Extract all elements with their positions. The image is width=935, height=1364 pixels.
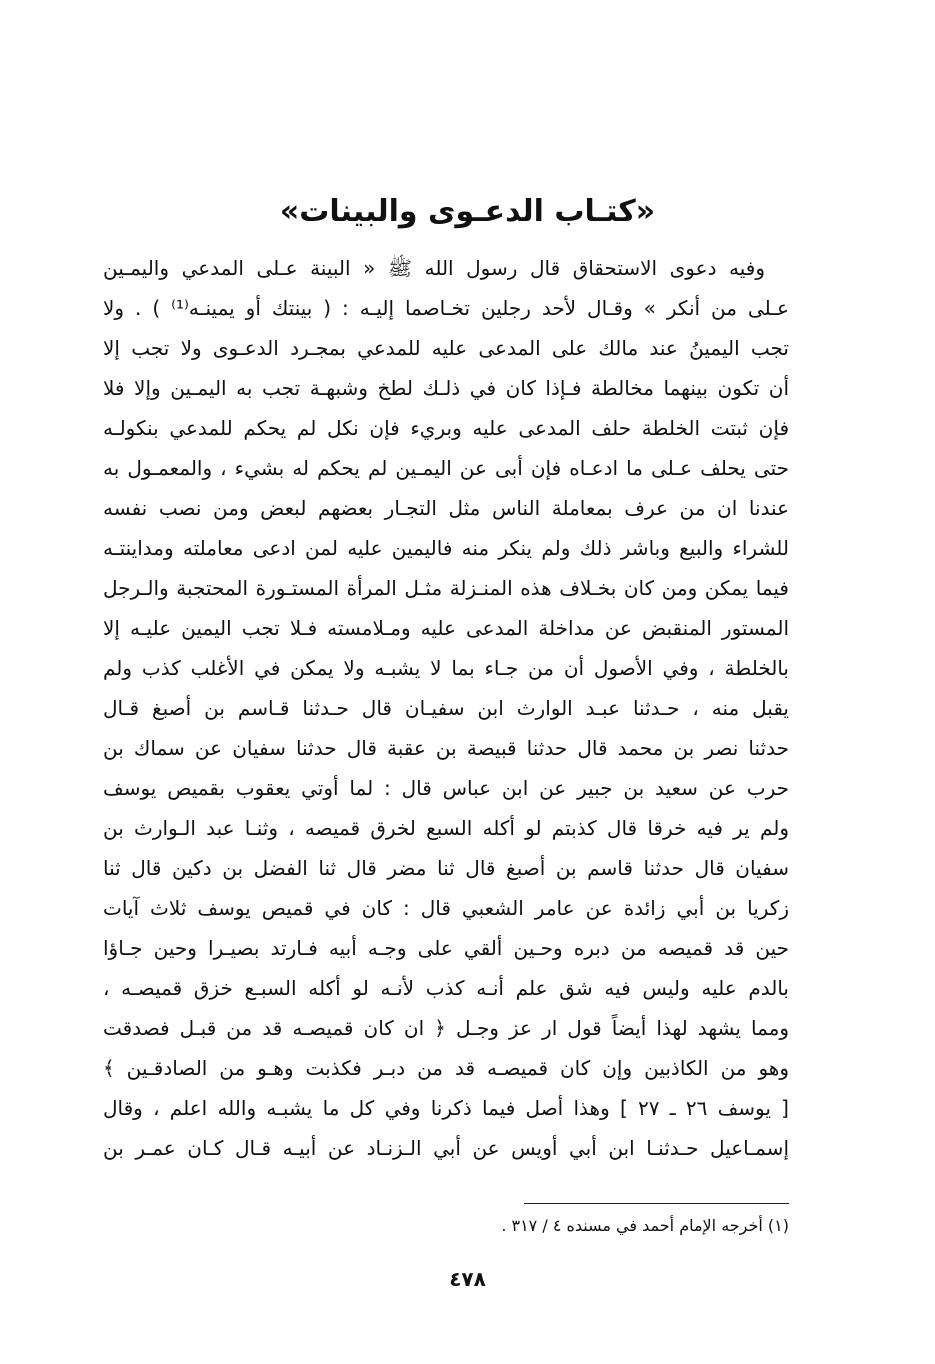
text-line: فيما يمكن ومن كان بخـلاف هذه المنـزلة مثـل المرأة المستـورة المحتجبة والـرجل — [103, 576, 789, 600]
body-text — [103, 248, 789, 1168]
text-line: ولم ير فيه خرقا قال كذبتم لو أكله السبع لخرق قميصه ، وثنـا عبد الـوارث بن — [103, 816, 789, 840]
text-line: إسمـاعيل حـدثنـا ابن أبي أويس عن أبي الـزنـاد عن أبيـه قـال كـان عمـر بن — [103, 1136, 789, 1160]
text-line: بالخلطة ، وفي الأصول أن من جـاء بما لا يشبـه ولا يمكن في الأغلب كذب ولم — [103, 656, 789, 680]
text-line: يقبل منه ، حـدثنا عبـد الوارث ابن سفيـان قال حـدثنا قـاسم بن أصبغ قـال — [103, 696, 789, 720]
footnote-divider — [524, 1203, 789, 1204]
text-line: وفيه دعوى الاستحقاق قال رسول الله ﷺ « البينة عـلى المدعي واليمـين — [103, 256, 765, 280]
text-line: وهو من الكاذبين وإن كان قميصـه قد من دبـر فكذبت وهـو من الصادقـين ﴾ — [103, 1056, 789, 1080]
text-line: سفيان قال حدثنا قاسم بن أصبغ قال ثنا مضر قال ثنا الفضل بن دكين قال ثنا — [103, 856, 789, 880]
text-line: حين قد قميصه من دبره وحـين ألقي على وجـه أبيه فـارتد بصيـرا وحين جـاؤا — [103, 936, 789, 960]
chapter-title: «كتـاب الدعـوى والبينات» — [279, 194, 656, 229]
text-line: للشراء والبيع وباشر ذلك ولم ينكر منه فاليمين عليه لمن ادعى معاملته ومداينتـه — [103, 536, 789, 560]
text-line: المستور المنقبض عن مداخلة المدعى عليه ومـلامسته فـلا تجب اليمين عليـه إلا — [103, 616, 789, 640]
text-line: تجب اليمينُ عند مالك على المدعى عليه للمدعي بمجـرد الدعـوى ولا تجب إلا — [103, 336, 789, 360]
text-line: حدثنا نصر بن محمد قال حدثنا قبيصة بن عقبة قال حدثنا سفيان عن سماك بن — [103, 736, 789, 760]
page-number: ٤٧٨ — [449, 1267, 486, 1291]
text-line: حتى يحلف عـلى ما ادعـاه فإن أبى عن اليمـين لم يحكم له بشيء ، والمعمـول به — [103, 456, 789, 480]
text-line: زكريا بن أبي زائدة عن عامر الشعبي قال : كان في قميص يوسف ثلاث آيات — [103, 896, 789, 920]
text-line: [ يوسف ٢٦ ـ ٢٧ ] وهذا أصل فيما ذكرنا وفي كل ما يشبـه والله اعلم ، وقال — [103, 1096, 789, 1120]
text-line: حرب عن سعيد بن جبير عن ابن عباس قال : لما أوتي يعقوب بقميص يوسف — [103, 776, 789, 800]
text-line: عندنا ان من عرف بمعاملة الناس مثل التجـار بعضهم لبعض ومن نصب نفسه — [103, 496, 789, 520]
text-line: ومما يشهد لهذا أيضاً قول ار عز وجـل ﴿ ان كان قميصـه قد من قبـل فصدقت — [103, 1016, 789, 1040]
text-line: أن تكون بينهما مخالطة فـإذا كان في ذلـك لطخ وشبهـة تجب به اليمـين وإلا فلا — [103, 376, 789, 400]
text-line: بالدم عليه وليس فيه شق علم أنـه كذب لأنـه لو أكله السبـع خزق قميصـه ، — [103, 976, 789, 1000]
footnote: (١) أخرجه الإمام أحمد في مسنده ٤ / ٣١٧ . — [501, 1216, 789, 1235]
text-line: عـلى من أنكر » وقـال لأحد رجلين تخـاصما إليـه : ( بينتك أو يمينـه⁽¹⁾ ) . ولا — [103, 296, 789, 320]
text-line: فإن ثبتت الخلطة حلف المدعى عليه وبريء فإن نكل لم يحكم للمدعي بنكولـه — [103, 416, 789, 440]
